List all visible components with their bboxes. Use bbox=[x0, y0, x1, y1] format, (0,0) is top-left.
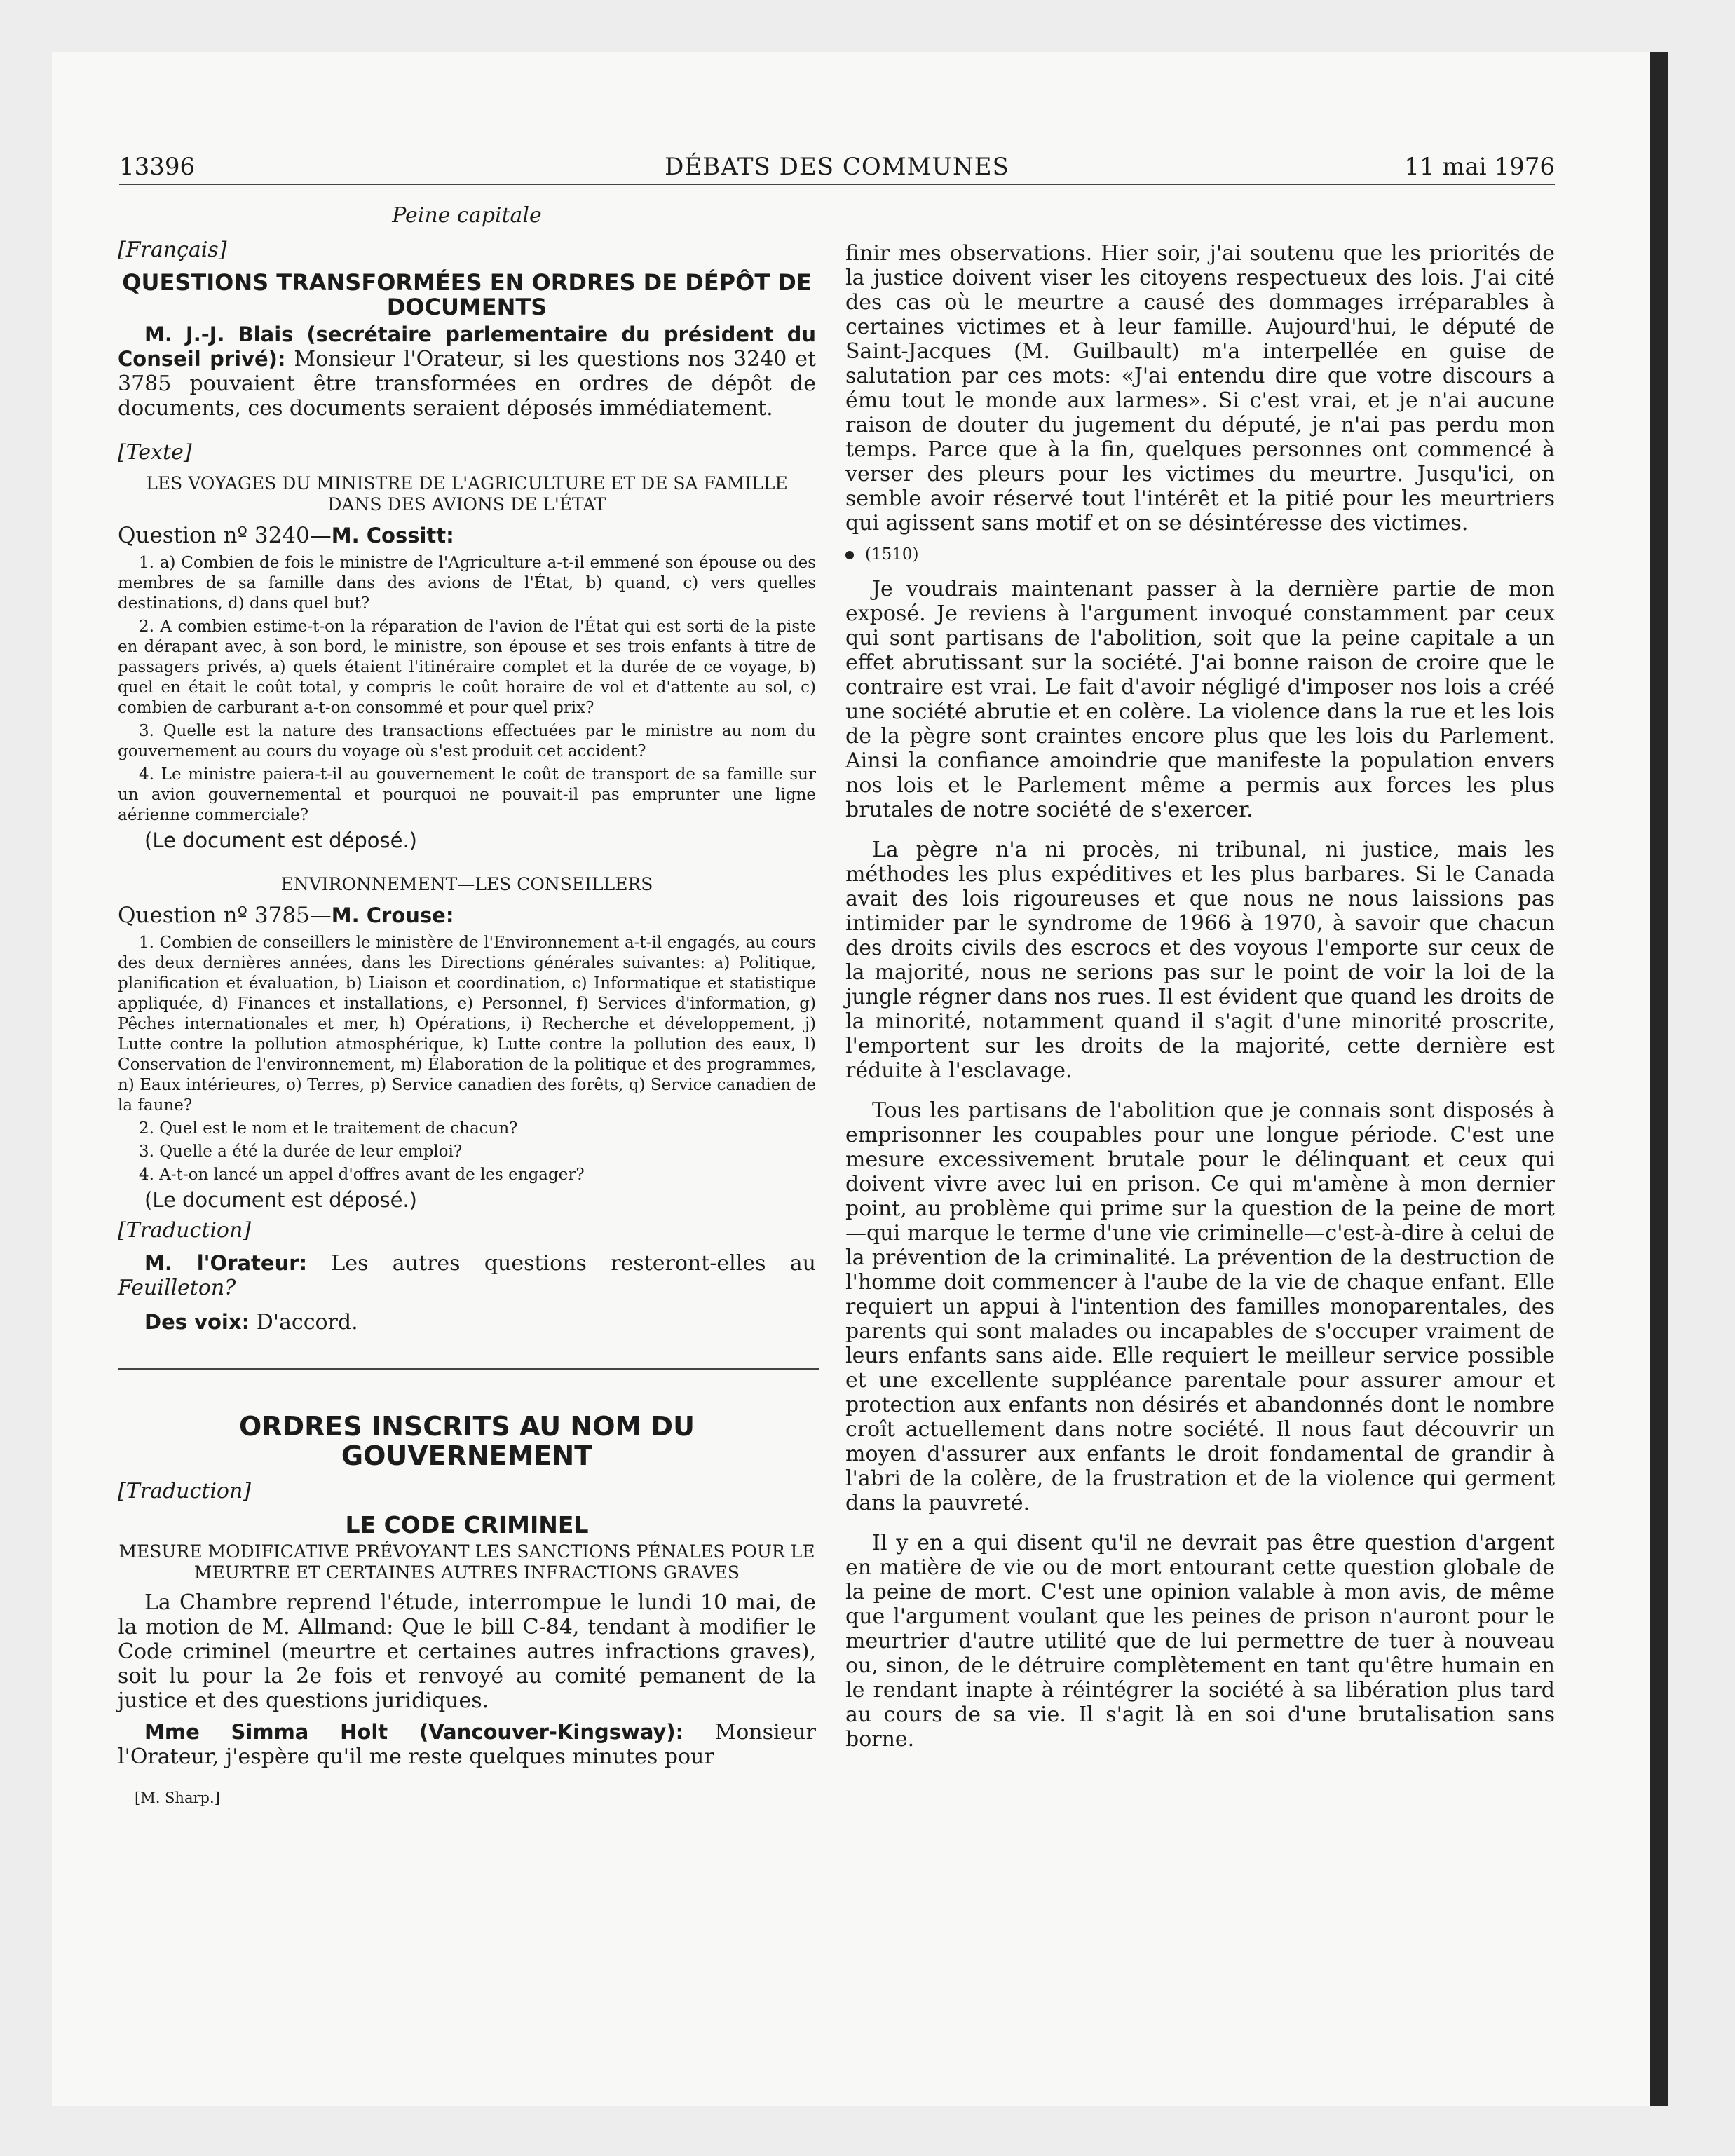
language-tag: [Traduction] bbox=[118, 1218, 252, 1243]
speaker-name: M. Crouse: bbox=[331, 903, 454, 927]
speech-italic: Feuilleton? bbox=[118, 1276, 236, 1300]
speech-text: Monsieur l'Orateur, j'espère qu'il me reste quelques minutes pour bbox=[118, 1720, 816, 1769]
publication-title: DÉBATS DES COMMUNES bbox=[665, 153, 1009, 181]
question-heading bbox=[118, 902, 816, 929]
question-item: 3. Quelle a été la durée de leur emploi? bbox=[139, 1142, 463, 1161]
right-column bbox=[845, 203, 1555, 1752]
paragraph: La pègre n'a ni procès, ni tribunal, ni justice, mais les méthodes les plus expéditives et les plus barbares. Si le Canada avait des lois rigoureuses et que nous ne nous laissions pas intimider par le syndrome de 1966 à 1970, à savoir que chacun des droits civils des escrocs et des voyous l'emporte sur ceux de la majorité, nous ne serions pas sur le point de voir la loi de la jungle régner dans nos rues. Il est évident que quand les droits de la minorité, notamment quand il s'agit d'une minorité proscrite, l'emportent sur les droits de la majorité, cette dernière est réduite à l'esclavage. bbox=[845, 838, 1555, 1083]
language-tag: [Texte] bbox=[118, 440, 192, 465]
question-title: LES VOYAGES DU MINISTRE DE L'AGRICULTURE ET DE SA FAMILLE DANS DES AVIONS DE L'ÉTAT bbox=[146, 473, 788, 514]
section-heading: ORDRES INSCRITS AU NOM DU GOUVERNEMENT bbox=[239, 1411, 695, 1471]
scan-edge bbox=[1650, 52, 1668, 2106]
footnote: [M. Sharp.] bbox=[135, 1789, 220, 1806]
question-title: ENVIRONNEMENT—LES CONSEILLERS bbox=[280, 874, 653, 894]
left-column bbox=[118, 203, 816, 1810]
question-number: Question nº 3785— bbox=[118, 903, 332, 928]
question-item: 2. Quel est le nom et le traitement de chacun? bbox=[139, 1119, 518, 1138]
timestamp bbox=[845, 543, 1555, 567]
question-item: 1. Combien de conseillers le ministère de l'Environnement a-t-il engagés, au cours des deux dernières années, dans les Directions générales suivantes: a) Politique, planification et évaluation, b) Liaison et coordination, c) Informatique et statistique appliquée, d) Finances et installations, e) Personnel, f) Services d'information, g) Pêches internationales et mer, h) Opérations, i) Recherche et développement, j) Lutte contre la pollution atmosphérique, k) Lutte contre la pollution des eaux, l) Conservation de l'environnement, m) Élaboration de la politique et des programmes, n) Eaux intérieures, o) Terres, p) Service canadien des forêts, q) Service canadien de la faune? bbox=[118, 934, 816, 1114]
question-heading bbox=[118, 522, 816, 549]
question-list bbox=[118, 553, 816, 826]
bill-heading: LE CODE CRIMINEL bbox=[345, 1511, 589, 1538]
speech-text: Les autres questions resteront-elles au bbox=[307, 1251, 817, 1276]
paragraph bbox=[118, 1251, 816, 1300]
paragraph: Tous les partisans de l'abolition que je connais sont disposés à emprisonner les coupables pour une longue période. C'est une mesure excessivement brutale pour le délinquant et ceux qui doivent vivre avec lui en prison. Ce qui m'amène à mon dernier point, au problème qui prime sur la question de la peine de mort—qui marque le terme d'une vie criminelle—c'est-à-dire à celui de la prévention de la criminalité. La prévention de la destruction de l'homme doit commencer à l'aube de la vie de chaque enfant. Elle requiert un appui à l'intention des familles monoparentales, des parents qui sont malades ou incapables de s'occuper vraiment de leurs enfants sans aide. Elle requiert le meilleur service possible et une excellente suppléance parentale pour assurer amour et protection aux enfants non désirés et abandonnés dont le nombre croît actuellement dans notre société. Il nous faut découvrir un moyen d'assurer aux enfants le droit fondamental de grandir à l'abri de la colère, de la frustration et de la violence qui germent dans la pauvreté. bbox=[845, 1098, 1555, 1515]
bill-subheading: MESURE MODIFICATIVE PRÉVOYANT LES SANCTIONS PÉNALES POUR LE MEURTRE ET CERTAINES AUTRES INFRACTIONS GRAVES bbox=[118, 1541, 815, 1583]
page-date: 11 mai 1976 bbox=[1404, 153, 1555, 181]
question-item: 1. a) Combien de fois le ministre de l'Agriculture a-t-il emmené son épouse ou des membres de sa famille dans des avions de l'État, b) quand, c) vers quelles destinations, d) dans quel but? bbox=[118, 554, 816, 613]
speech-text: D'accord. bbox=[250, 1310, 358, 1335]
deposit-note: (Le document est déposé.) bbox=[144, 1188, 417, 1212]
page-header bbox=[119, 153, 1555, 186]
running-head: Peine capitale bbox=[392, 203, 542, 228]
paragraph: Je voudrais maintenant passer à la dernière partie de mon exposé. Je reviens à l'argument invoqué constamment par ceux qui sont partisans de l'abolition, soit que la peine capitale a un effet abrutissant sur la société. J'ai bonne raison de croire que le contraire est vrai. Le fait d'avoir négligé d'imposer nos lois a créé une société abrutie et en colère. La violence dans la rue et les lois de la pègre sont craintes encore plus que les lois du Parlement. Ainsi la confiance amoindrie que manifeste la population envers nos lois et le Parlement même a permis aux forces les plus brutales de notre société de s'exercer. bbox=[845, 577, 1555, 822]
paragraph: Il y en a qui disent qu'il ne devrait pas être question d'argent en matière de vie ou de mort entourant cette question globale de la peine de mort. C'est une opinion valable à mon avis, de même que l'argument voulant que les peines de prison n'auront pour le meurtrier d'autre utilité que de lui permettre de tuer à nouveau ou, sinon, de le détruire complètement en tant qu'être humain en le rendant inapte à réintégrer la société à sa libération plus tard au cours de sa vie. Il s'agit là en soi d'une brutalisation sans borne. bbox=[845, 1531, 1555, 1752]
header-rule bbox=[119, 184, 1555, 185]
timestamp-text: (1510) bbox=[865, 545, 919, 564]
question-item: 4. A-t-on lancé un appel d'offres avant de les engager? bbox=[139, 1166, 585, 1184]
section-rule bbox=[118, 1368, 819, 1370]
language-tag: [Traduction] bbox=[118, 1479, 252, 1503]
speaker-name: M. J.-J. Blais (secrétaire parlementaire du président du Conseil privé): bbox=[118, 322, 816, 371]
deposit-note: (Le document est déposé.) bbox=[144, 828, 417, 852]
paragraph: La Chambre reprend l'étude, interrompue le lundi 10 mai, de la motion de M. Allmand: Que le bill C-84, tendant à modifier le Code criminel (meurtre et certaines autres infractions graves), soit lu pour la 2e fois et renvoyé au comité pemanent de la justice et des questions juridiques. bbox=[118, 1590, 816, 1713]
question-item: 4. Le ministre paiera-t-il au gouvernement le coût de transport de sa famille sur un avion gouvernemental et pourquoi ne pouvait-il pas emprunter une ligne aérienne commerciale? bbox=[118, 765, 816, 824]
question-number: Question nº 3240— bbox=[118, 523, 332, 548]
paragraph bbox=[118, 1310, 816, 1335]
paragraph bbox=[118, 1720, 816, 1769]
page-number: 13396 bbox=[119, 153, 196, 181]
question-list bbox=[118, 933, 816, 1185]
speaker-name: Des voix: bbox=[144, 1310, 250, 1334]
question-item: 3. Quelle est la nature des transactions effectuées par le ministre au nom du gouvernement au cours du voyage où s'est produit cet accident? bbox=[118, 722, 816, 760]
bullet-icon bbox=[845, 551, 854, 559]
speaker-name: Mme Simma Holt (Vancouver-Kingsway): bbox=[144, 1720, 684, 1744]
section-heading: QUESTIONS TRANSFORMÉES EN ORDRES DE DÉPÔT DE DOCUMENTS bbox=[122, 269, 812, 320]
speech-text: Monsieur l'Orateur, si les questions nos 3240 et 3785 pouvaient être transformées en ordres de dépôt de documents, ces documents seraient déposés immédiatement. bbox=[118, 347, 817, 421]
speaker-name: M. l'Orateur: bbox=[144, 1251, 308, 1275]
language-tag: [Français] bbox=[118, 238, 227, 262]
paragraph: finir mes observations. Hier soir, j'ai soutenu que les priorités de la justice doivent viser les citoyens respectueux des lois. J'ai cité des cas où le meurtre a causé des dommages irréparables à certaines victimes et à leur famille. Aujourd'hui, le député de Saint-Jacques (M. Guilbault) m'a interpellée en guise de salutation par ces mots: «J'ai entendu dire que votre discours a ému tout le monde aux larmes». Si c'est vrai, et je n'ai aucune raison de douter du jugement du député, je n'ai pas perdu mon temps. Parce que à la fin, quelques personnes ont commencé à verser des pleurs pour les victimes du meurtre. Jusqu'ici, on semble avoir réservé tout l'intérêt et la pitié pour les meurtriers qui agissent sans motif et on se désintéresse des victimes. bbox=[845, 241, 1555, 535]
paragraph bbox=[118, 322, 816, 421]
speaker-name: M. Cossitt: bbox=[331, 524, 454, 547]
question-item: 2. A combien estime-t-on la réparation de l'avion de l'État qui est sorti de la piste en dérapant avec, à son bord, le ministre, son épouse et ses trois enfants à titre de passagers privés, a) quels étaient l'itinéraire complet et la durée de ce voyage, b) quel en était le coût total, y compris le coût horaire de vol et d'attente au sol, c) combien de carburant a-t-on consommé et pour quel prix? bbox=[118, 618, 816, 717]
